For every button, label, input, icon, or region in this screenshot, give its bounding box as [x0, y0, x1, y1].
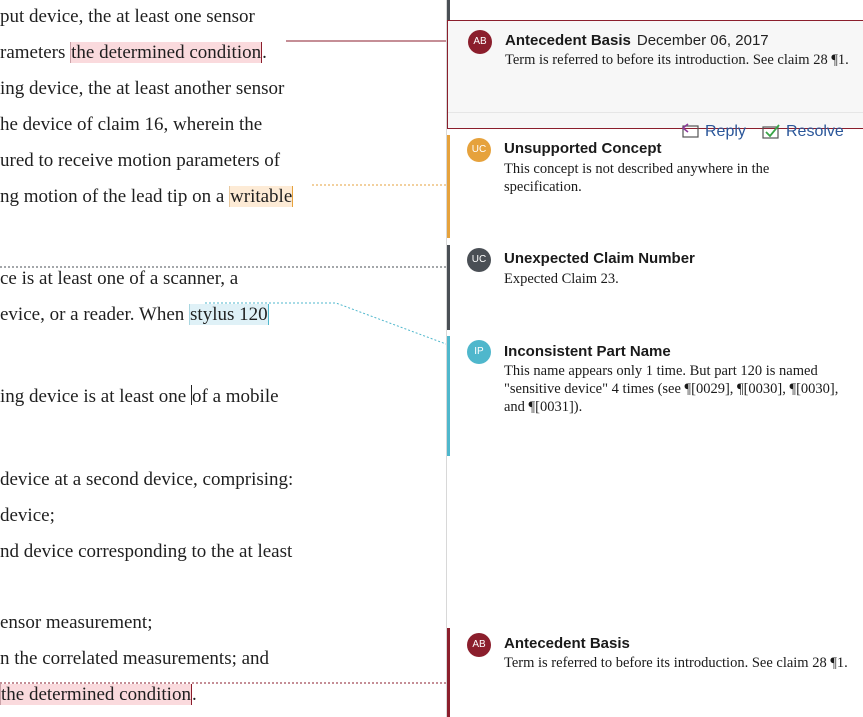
avatar: AB [467, 633, 491, 657]
avatar: AB [468, 30, 492, 54]
flagged-term-determined-condition[interactable]: the determined condition [71, 42, 262, 63]
comment-body: Term is referred to before its introduction. See claim 28 ¶1. [504, 655, 848, 671]
doc-line: ing device, the at least another sensor [0, 78, 285, 99]
comment-card-unexpected-claim-number[interactable] [447, 245, 863, 330]
flagged-term-determined-condition[interactable]: the determined condition [1, 684, 191, 705]
doc-line: rameters the determined condition. [0, 42, 267, 63]
doc-line: ng motion of the lead tip on a writable [0, 186, 293, 207]
reply-button[interactable]: Reply [680, 123, 746, 141]
avatar: UC [467, 138, 491, 162]
comment-title: Antecedent Basis [504, 635, 630, 652]
doc-line: ce is at least one of a scanner, a [0, 268, 239, 289]
comment-title: Unexpected Claim Number [504, 250, 695, 267]
doc-line: he device of claim 16, wherein the [0, 114, 263, 135]
doc-line: n the correlated measurements; and [0, 648, 270, 669]
comment-card-inconsistent-part-name[interactable] [447, 336, 863, 456]
comment-title: Unsupported Concept [504, 140, 662, 157]
doc-line: device at a second device, comprising: [0, 469, 294, 490]
avatar: IP [467, 340, 491, 364]
flagged-term-stylus-120[interactable]: stylus 120 [190, 304, 268, 325]
doc-line: device; [0, 505, 55, 526]
avatar: UC [467, 248, 491, 272]
comment-body: This name appears only 1 time. But part 120 is named "sensitive device" 4 times (see ¶[0029], ¶[0030], ¶[0030], and ¶[0031]). [504, 363, 839, 415]
flagged-term-writable[interactable]: writable [230, 186, 293, 207]
doc-line: the determined condition. [1, 684, 197, 705]
comment-body: This concept is not described anywhere in the specification. [504, 161, 770, 195]
doc-line: ensor measurement; [0, 612, 153, 633]
doc-line: put device, the at least one sensor [0, 6, 255, 27]
comment-body: Expected Claim 23. [504, 271, 619, 287]
comment-marker-bar [447, 0, 450, 20]
comment-card-antecedent-basis[interactable] [447, 628, 863, 717]
comment-body: Term is referred to before its introduction. See claim 28 ¶1. [505, 52, 849, 68]
doc-line: evice, or a reader. When stylus 120 [0, 304, 268, 325]
doc-line: ured to receive motion parameters of [0, 150, 281, 171]
comment-title: Inconsistent Part Name [504, 343, 671, 360]
comment-card-antecedent-basis[interactable] [447, 20, 863, 140]
comment-card-unsupported-concept[interactable] [447, 135, 863, 238]
comment-title: Antecedent Basis December 06, 2017 [505, 32, 769, 49]
comment-date: December 06, 2017 [636, 32, 769, 49]
resolve-button[interactable]: Resolve [761, 123, 844, 141]
doc-line: ing device is at least one of a mobile [0, 386, 279, 407]
comments-pane [446, 0, 863, 717]
doc-line: nd device corresponding to the at least [0, 541, 293, 562]
